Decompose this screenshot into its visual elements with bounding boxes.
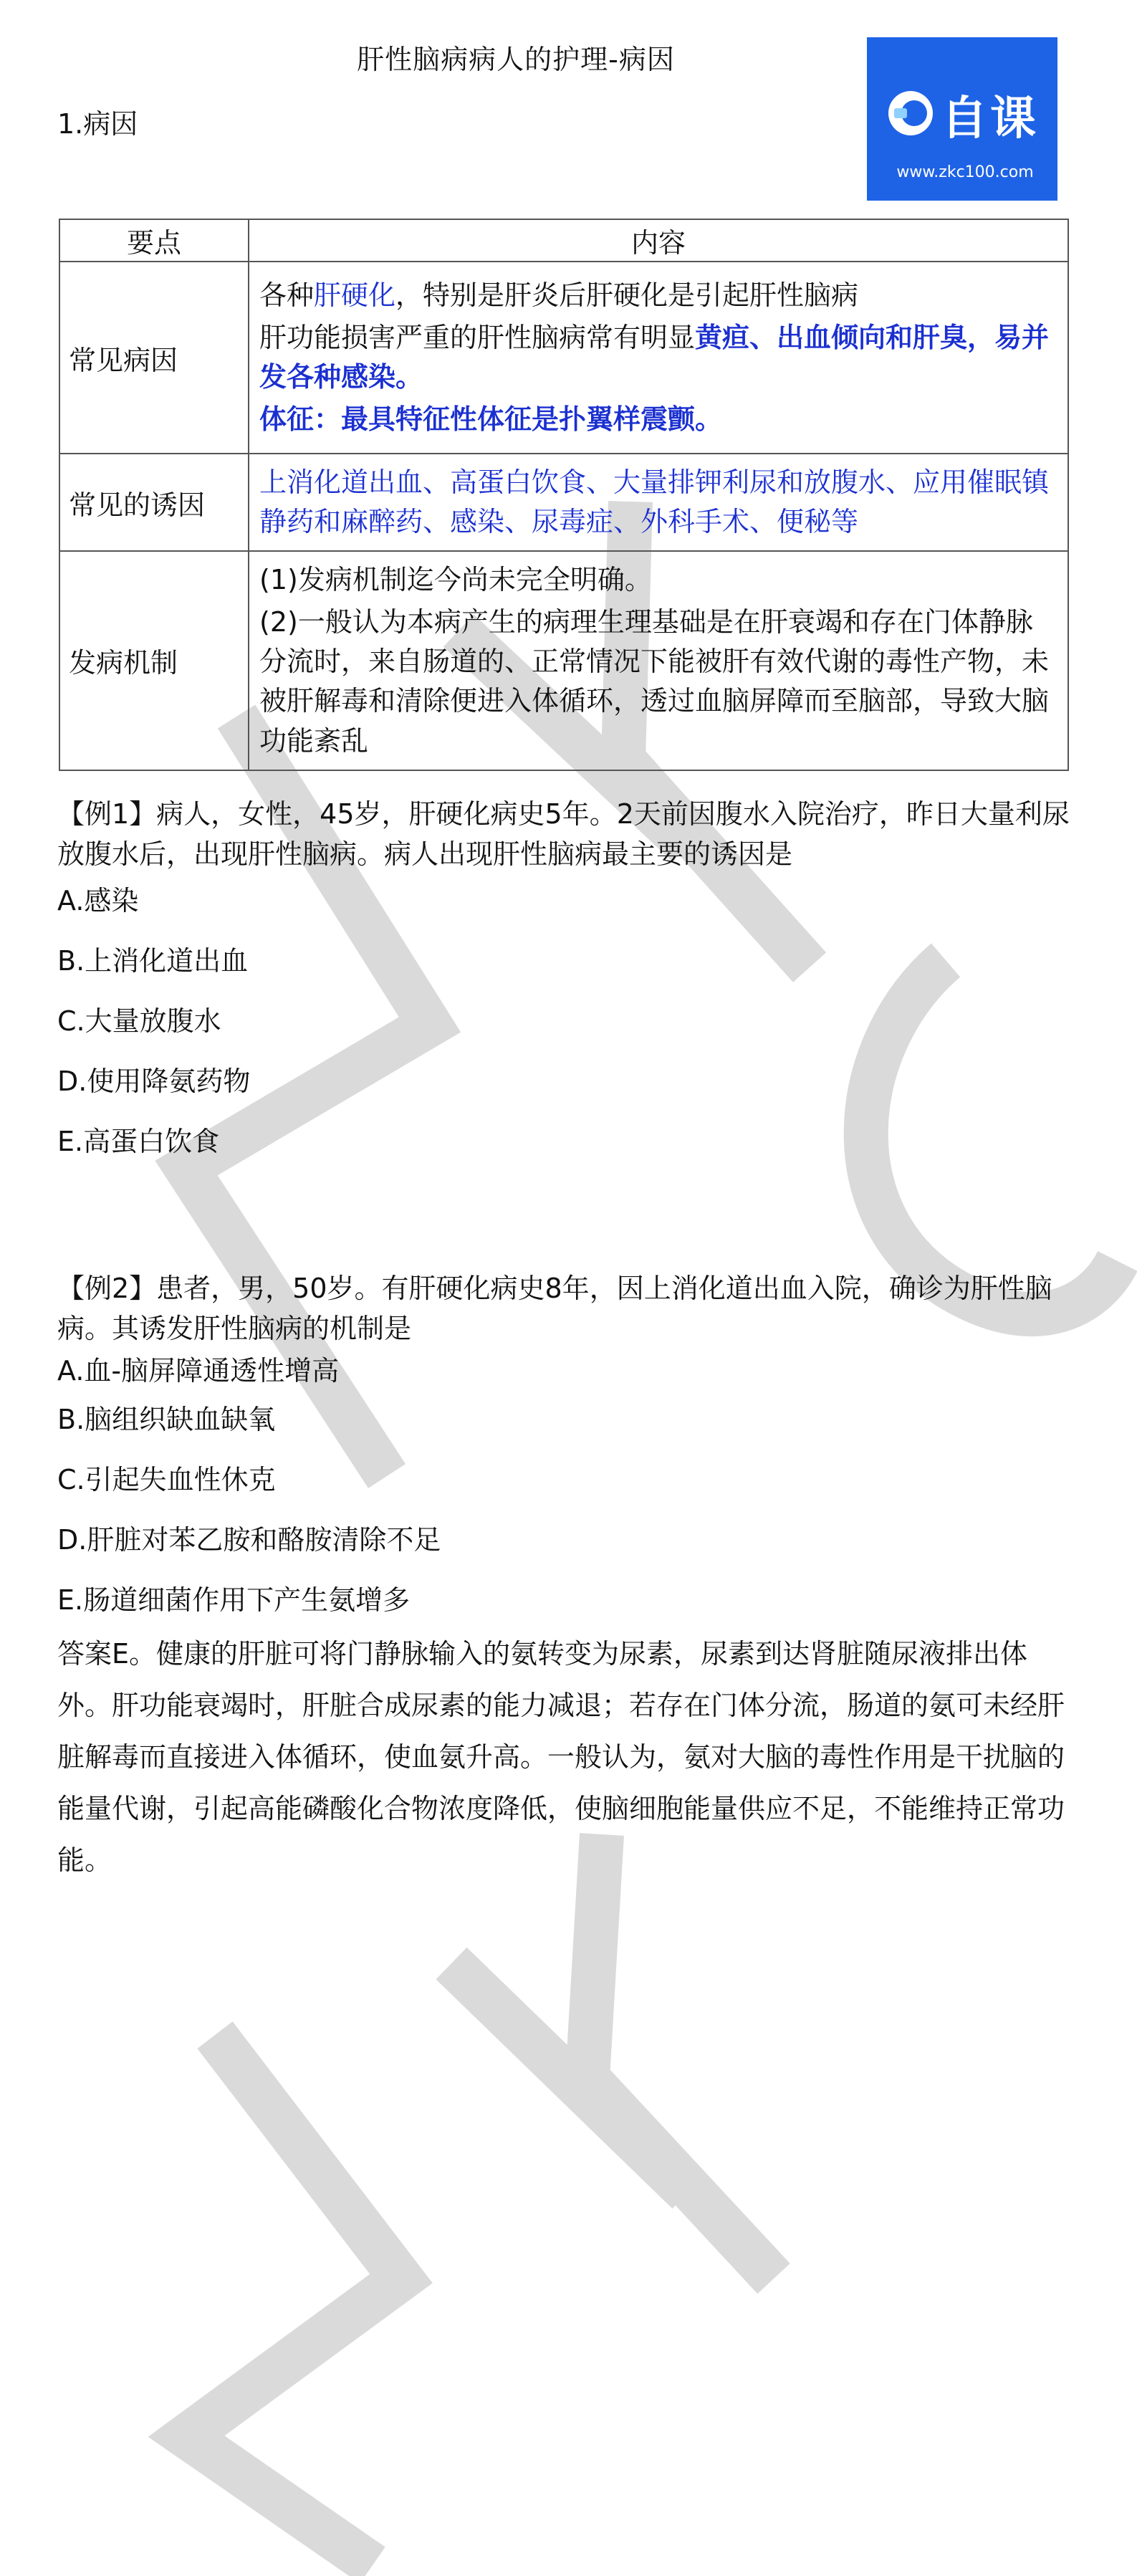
example-2-option-a: A.血-脑屏障通透性增高 [57,1355,340,1387]
page-title: 肝性脑病病人的护理-病因 [357,44,675,75]
example-2-option-c: C.引起失血性休克 [57,1464,276,1495]
example-1-option-b: B.上消化道出血 [57,945,249,977]
table-row-key: 发病机制 [59,551,249,770]
emphasis-text: 体征：最具特征性体征是扑翼样震颤。 [259,403,723,436]
table-row [59,262,1068,454]
table-header-key: 要点 [59,219,249,262]
example-1-stem: 【例1】病人，女性，45岁，肝硬化病史5年。2天前因腹水入院治疗，昨日大量利尿放腹水后，出现肝性脑病。病人出现肝性脑病最主要的诱因是 [57,798,1070,870]
example-2-option-e: E.肠道细菌作用下产生氨增多 [57,1584,411,1616]
table-row-key: 常见病因 [59,262,249,454]
emphasis-text: 上消化道出血、高蛋白饮食、大量排钾利尿和放腹水、应用催眠镇静药和麻醉药、感染、尿毒症、外科手术、便秘等 [259,466,1050,538]
table-header-content: 内容 [249,219,1068,262]
content-text: (2)一般认为本病产生的病理生理基础是在肝衰竭和存在门体静脉分流时，来自肠道的、正常情况下能被肝有效代谢的毒性产物，未被肝解毒和清除便进入体循环，透过血脑屏障而至脑部，导致大脑功能紊乱 [259,606,1050,757]
content-text: ，特别是肝炎后肝硬化是引起肝性脑病 [395,279,859,311]
table-header-row [59,219,1068,262]
example-1 [57,794,1075,1159]
cause-table [59,219,1069,771]
logo-mark-icon [888,91,933,135]
table-content-line [259,318,1057,397]
watermark-letter-k-lower-arms [587,1834,774,2279]
example-2-option-d: D.肝脏对苯乙胺和酪胺清除不足 [57,1524,441,1556]
table-row-content [249,454,1068,551]
section-heading: 1.病因 [57,108,138,140]
emphasis-text: 黄疸、出血倾向和肝臭，易并发各种感染。 [259,321,1050,393]
example-2-answer: 答案E。健康的肝脏可将门静脉输入的氨转变为尿素，尿素到达肾脏随尿液排出体外。肝功能衰竭时，肝脏合成尿素的能力减退；若存在门体分流，肠道的氨可未经肝脏解毒而直接进入体循环，使血氨升高。一般认为，氨对大脑的毒性作用是干扰脑的能量代谢，引起高能磷酸化合物浓度降低，使脑细胞能量供应不足，不能维持正常功能。 [57,1638,1065,1876]
example-1-option-e: E.高蛋白饮食 [57,1126,220,1157]
content-text: (1)发病机制迄今尚未完全明确。 [259,564,652,596]
zkc-logo [867,37,1057,201]
example-1-option-a: A.感染 [57,885,139,916]
table-row-content [249,262,1068,454]
table-row-key: 常见的诱因 [59,454,249,551]
emphasis-text: 肝硬化 [314,279,396,311]
watermark-letter-k-lower-stem [451,1963,688,2193]
example-2-option-b: B.脑组织缺血缺氧 [57,1404,276,1435]
logo-url: www.zkc100.com [896,163,1034,181]
table-content-line [259,560,1057,600]
table-body [59,262,1068,770]
example-1-option-c: C.大量放腹水 [57,1005,221,1037]
content-text: 各种 [259,279,315,311]
table-row [59,551,1068,770]
table-content-line [259,400,1057,439]
table-row [59,454,1068,551]
table-row-content [249,551,1068,770]
watermark-letter-z-lower [186,2035,401,2565]
content-text: 肝功能损害严重的肝性脑病常有明显 [259,321,696,353]
table-content-line [259,276,1057,315]
example-1-option-d: D.使用降氨药物 [57,1066,251,1097]
table-content-line [259,463,1057,542]
table-content-line [259,603,1057,760]
example-2-stem: 【例2】患者，男，50岁。有肝硬化病史8年，因上消化道出血入院，确诊为肝性脑病。其诱发肝性脑病的机制是 [57,1273,1052,1344]
example-2 [57,1268,1075,1886]
logo-name: 自课 [941,92,1039,145]
